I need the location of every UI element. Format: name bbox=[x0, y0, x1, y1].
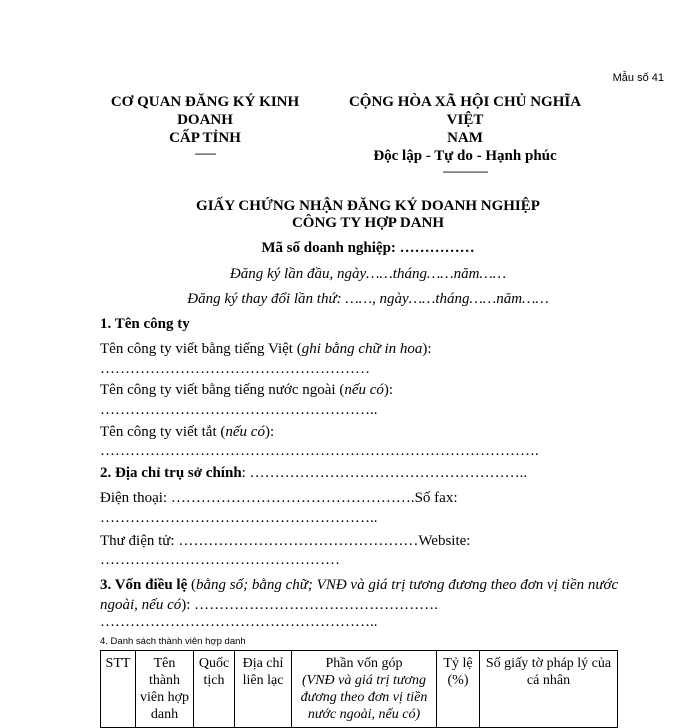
foreign-name-label bbox=[100, 382, 660, 399]
email-website-dots: ………………………………………… bbox=[100, 552, 340, 568]
section-3-hint-close: ): …………………………………………. bbox=[181, 597, 438, 613]
foreign-name-label-end: ): bbox=[383, 382, 394, 398]
motto-line-1: CỘNG HÒA XÃ HỘI CHỦ NGHĨA VIỆT bbox=[348, 94, 582, 128]
section-4-heading: 4. Danh sách thành viên hợp danh bbox=[100, 636, 246, 647]
phone-fax-dots: ……………………………………………….. bbox=[100, 510, 378, 526]
col-capital bbox=[292, 651, 437, 728]
short-name-label-text: Tên công ty viết tắt ( bbox=[100, 424, 226, 440]
foreign-name-label-text: Tên công ty viết bằng tiếng nước ngoài ( bbox=[100, 382, 345, 398]
title-line-1: GIẤY CHỨNG NHẬN ĐĂNG KÝ DOANH NGHIỆP bbox=[196, 198, 540, 214]
short-name-label-end: ): bbox=[264, 424, 275, 440]
document-title bbox=[100, 198, 636, 232]
short-name-label bbox=[100, 424, 660, 441]
phone-fax-line: Điện thoại: ………………………………………….Số fax: bbox=[100, 490, 458, 506]
motto-line-2: NAM bbox=[447, 130, 483, 146]
col-capital-label: Phần vốn góp bbox=[325, 656, 403, 671]
short-name-dots: ……………………………………………………………………………. bbox=[100, 443, 539, 459]
national-motto bbox=[330, 93, 600, 177]
col-ratio: Tỷ lệ (%) bbox=[437, 651, 480, 728]
title-line-2: CÔNG TY HỢP DANH bbox=[291, 215, 445, 231]
form-code: Mẫu số 41 bbox=[612, 72, 664, 84]
members-table-header bbox=[101, 651, 618, 728]
agency-line-3: CẤP TỈNH bbox=[169, 130, 241, 146]
section-3-hint-open: ( bbox=[187, 577, 196, 593]
section-3-heading: 3. Vốn điều lệ bbox=[100, 577, 188, 593]
agency-divider: ------- bbox=[194, 146, 216, 160]
section-3 bbox=[100, 575, 640, 615]
col-nationality: Quốc tịch bbox=[194, 651, 235, 728]
agency-line-2: DOANH bbox=[177, 112, 233, 128]
col-member-name: Tên thành viên hợp danh bbox=[136, 651, 194, 728]
section-2-heading-dots: : ……………………………………………….. bbox=[241, 465, 528, 481]
foreign-name-hint: nếu có bbox=[344, 382, 384, 398]
members-table bbox=[100, 650, 618, 728]
vn-name-hint: ghi bằng chữ in hoa bbox=[301, 341, 423, 357]
vn-name-label bbox=[100, 341, 660, 358]
section-1-heading: 1. Tên công ty bbox=[100, 316, 190, 332]
enterprise-code: Mã số doanh nghiệp: …………… bbox=[261, 240, 475, 256]
vn-name-label-end: ): bbox=[422, 341, 432, 357]
email-website-line: Thư điện tử: …………………………………………Website: bbox=[100, 533, 471, 549]
change-registration: Đăng ký thay đổi lần thứ: ……, ngày……tháng……năm…… bbox=[187, 291, 549, 307]
col-stt: STT bbox=[101, 651, 136, 728]
vn-name-dots: ……………………………………………… bbox=[100, 361, 370, 377]
col-id-document: Số giấy tờ pháp lý của cá nhân bbox=[480, 651, 618, 728]
first-registration: Đăng ký lần đầu, ngày……tháng……năm…… bbox=[229, 266, 507, 282]
section-3-hint: bằng số; bằng chữ; VNĐ và giá trị tương đương theo đơn vị tiền nước ngoài, nếu có bbox=[100, 577, 619, 613]
short-name-hint: nếu có bbox=[225, 424, 265, 440]
section-2-line bbox=[100, 465, 660, 482]
vn-name-label-text: Tên công ty viết bằng tiếng Việt ( bbox=[100, 341, 302, 357]
col-address: Địa chỉ liên lạc bbox=[235, 651, 292, 728]
issuing-agency bbox=[100, 93, 310, 159]
section-3-dots: ……………………………………………….. bbox=[100, 614, 378, 630]
agency-line-1: CƠ QUAN ĐĂNG KÝ KINH bbox=[110, 94, 300, 110]
foreign-name-dots: ……………………………………………….. bbox=[100, 402, 378, 418]
col-capital-hint: (VNĐ và giá trị tương đương theo đơn vị tiền nước ngoài, nếu có) bbox=[300, 673, 428, 722]
motto-divider: --------------- bbox=[442, 164, 488, 178]
motto-line-3: Độc lập - Tự do - Hạnh phúc bbox=[373, 148, 557, 164]
section-2-heading: 2. Địa chỉ trụ sở chính bbox=[100, 465, 242, 481]
